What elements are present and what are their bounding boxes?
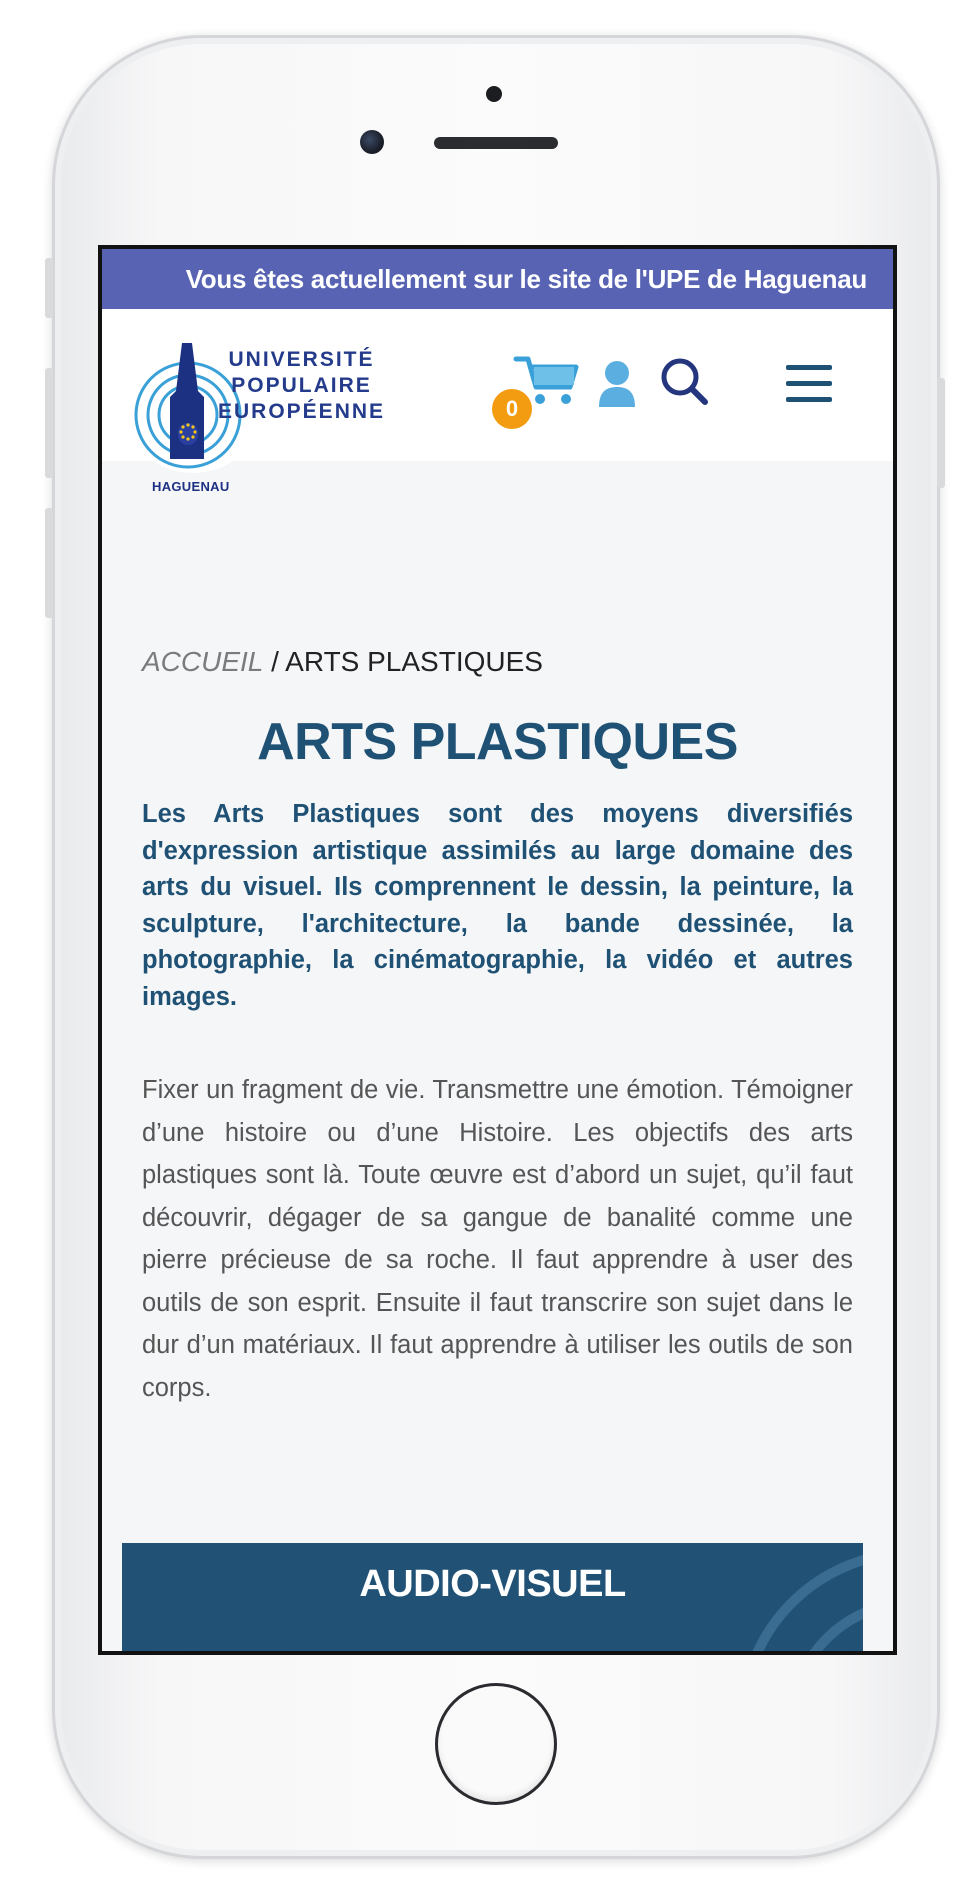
logo-line-3: EUROPÉENNE (218, 400, 386, 423)
proximity-sensor (486, 86, 502, 102)
phone-volume-down (45, 508, 53, 618)
breadcrumb-home-link[interactable]: ACCUEIL (142, 646, 264, 677)
body-paragraph: Fixer un fragment de vie. Transmettre une émotion. Témoigner d’une histoire ou d’une Histoire. Les objectifs des arts plastiques sont là. Toute œuvre est d’abord un sujet, qu’il faut découvrir, dégager de sa gangue de banalité comme une pierre précieuse de sa roche. Il faut apprendre à user des outils de son esprit. Ensuite il faut transcrire son sujet dans le dur d’un matériaux. Il faut apprendre à utiliser les outils de son corps. (142, 1076, 853, 1402)
earpiece-speaker (434, 137, 558, 149)
cart-count-badge: 0 (492, 389, 532, 429)
site-header (102, 309, 893, 494)
page-title: ARTS PLASTIQUES (257, 713, 738, 771)
logo-city-label: HAGUENAU (152, 479, 230, 494)
section-label: AUDIO-VISUEL (359, 1563, 626, 1605)
main-content (102, 646, 893, 1409)
logo-line-1: UNIVERSITÉ (228, 348, 375, 371)
hamburger-menu-icon (784, 363, 834, 405)
breadcrumb-current: ARTS PLASTIQUES (285, 646, 543, 677)
menu-button[interactable] (784, 363, 834, 405)
breadcrumb (142, 646, 853, 678)
user-icon (595, 359, 639, 409)
phone-volume-up (45, 368, 53, 478)
account-button[interactable] (595, 359, 639, 409)
logo-wordmark[interactable] (218, 347, 385, 425)
phone-screen (98, 245, 897, 1655)
audio-visuel-section-link[interactable] (122, 1543, 863, 1653)
search-icon (660, 357, 710, 407)
phone-power-button (937, 378, 945, 488)
site-notice-banner: Vous êtes actuellement sur le site de l'UPE de Haguenau (102, 249, 893, 309)
phone-side-button (45, 258, 53, 318)
front-camera (360, 130, 384, 154)
search-button[interactable] (660, 357, 710, 407)
intro-paragraph: Les Arts Plastiques sont des moyens diversifiés d'expression artistique assimilés au large domaine des arts du visuel. Ils comprennent le dessin, la peinture, la sculpture, l'architecture, la bande dessinée, la photographie, la cinématographie, la vidéo et autres images. (142, 800, 853, 1011)
logo-line-2: POPULAIRE (231, 374, 372, 397)
breadcrumb-separator: / (263, 646, 286, 677)
home-button[interactable] (435, 1683, 557, 1805)
